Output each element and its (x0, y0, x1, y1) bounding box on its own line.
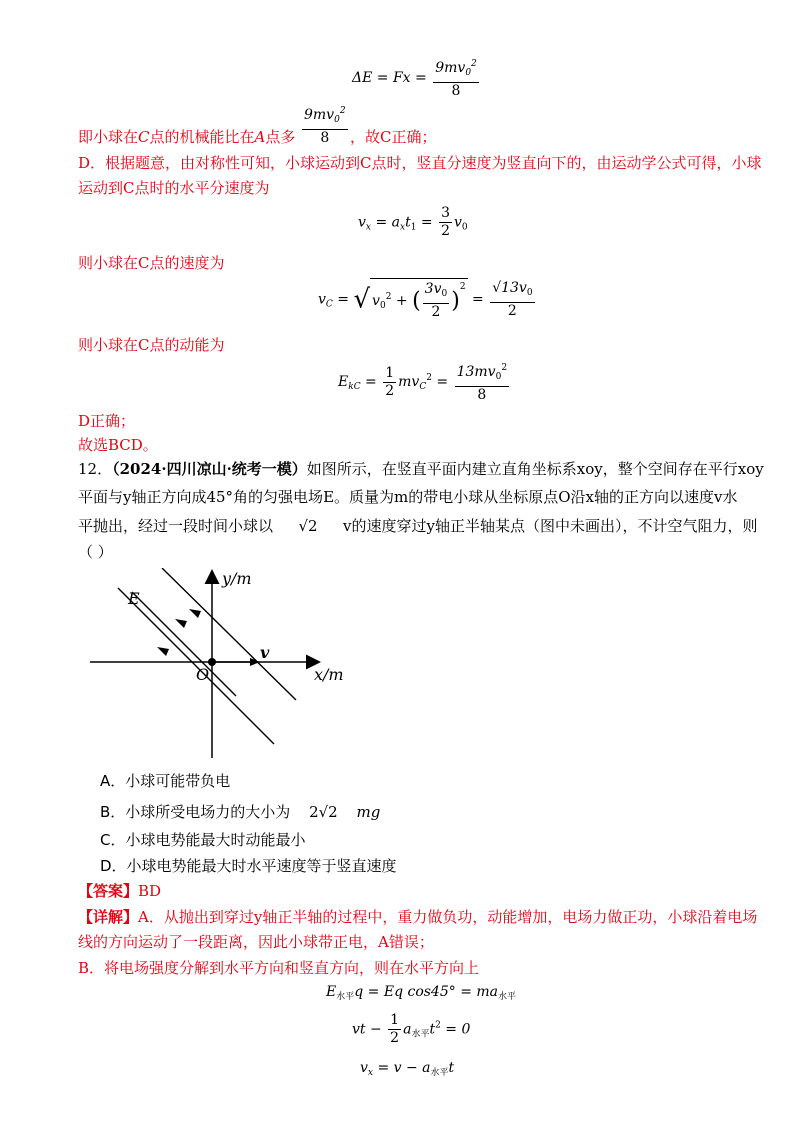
var: mv (398, 374, 420, 390)
answer-line (78, 880, 161, 902)
numerator: 13mv (456, 364, 496, 380)
detail-line-2: 线的方向运动了一段距离，因此小球带正电，A错误； (78, 933, 434, 951)
subscript: x (367, 1068, 373, 1078)
velocity-label: v (260, 643, 270, 662)
subscript: 水平 (430, 1068, 449, 1078)
eq-lhs: ΔE = Fx = (352, 70, 427, 86)
text: 即小球在 (78, 128, 139, 146)
denominator: 8 (477, 387, 487, 403)
subscript: 水平 (498, 992, 517, 1002)
var: t (448, 1060, 455, 1076)
equation-body: q = Eq cos45° = ma (354, 984, 498, 1000)
var: v (454, 214, 462, 231)
subscript: 0 (334, 115, 340, 125)
subscript: kC (348, 382, 361, 392)
field-diagram (80, 568, 360, 764)
equation-vx (358, 205, 468, 240)
inline-fraction (300, 103, 350, 147)
superscript: 2 (435, 1020, 441, 1031)
question-text: v的速度穿过y轴正半轴某点（图中未画出），不计空气阻力，则 (343, 517, 758, 535)
line-c-correct: ，故C正确； (350, 128, 437, 146)
line-choose: 故选BCD。 (78, 436, 158, 454)
var: v (372, 293, 380, 309)
question-text: 如图所示，在竖直平面内建立直角坐标系xoy，整个空间存在平行xoy (306, 460, 764, 478)
equals: = (436, 374, 449, 390)
point-c: C (138, 128, 150, 146)
paren-close: ) (451, 288, 460, 314)
x-axis-label: x/m (314, 665, 344, 684)
var: v (358, 214, 366, 231)
line-d-correct: D正确； (78, 412, 136, 430)
question-12-line-4: （ ） (78, 543, 113, 561)
question-12-line-3 (78, 515, 757, 537)
var: vt − (352, 1021, 382, 1038)
fraction (433, 56, 479, 100)
text: 点的机械能比在 (149, 128, 255, 146)
numerator: 9mv (304, 107, 335, 123)
plus: + (395, 293, 408, 309)
option-b (100, 801, 380, 822)
equation-delta-e (352, 56, 481, 100)
var: t (429, 1021, 436, 1038)
equals: = (420, 214, 433, 231)
question-number: 12． (78, 460, 113, 478)
detail-text: A．从抛出到穿过y轴正半轴的过程中，重力做负功，动能增加，电场力做正功，小球沿着电场 (138, 908, 758, 926)
detail-tag: 【详解】 (78, 908, 139, 926)
superscript: 2 (459, 282, 466, 292)
denominator: 2 (441, 223, 450, 239)
y-axis-label: y/m (222, 569, 252, 588)
option-unit: mg (356, 803, 381, 821)
var: t (405, 214, 411, 231)
numerator: 3v (424, 281, 442, 297)
field-arrow-1 (189, 609, 201, 618)
field-arrow-2 (175, 619, 187, 628)
superscript: 2 (385, 292, 392, 302)
equals: = (337, 291, 349, 308)
option-text: B．小球所受电场力的大小为 (100, 803, 291, 821)
answer-value: BD (138, 882, 162, 900)
denominator: 8 (320, 130, 330, 146)
option-value: 2√2 (309, 803, 338, 821)
answer-tag: 【答案】 (78, 882, 139, 900)
field-arrow-3 (157, 647, 169, 656)
detail-line-1 (78, 906, 757, 928)
subscript: 0 (461, 222, 468, 233)
radical-sign: √ (353, 284, 371, 315)
equation-vc (318, 278, 537, 321)
paren-open: ( (412, 288, 421, 314)
option-d: D．小球电势能最大时水平速度等于竖直速度 (100, 857, 397, 875)
subscript: 0 (465, 68, 472, 78)
var: v (360, 1060, 368, 1076)
numerator: √13v (492, 279, 527, 296)
option-a: A．小球可能带负电 (100, 772, 231, 790)
equals: = (365, 374, 377, 390)
subscript: 1 (410, 222, 417, 233)
subscript: C (419, 382, 427, 392)
origin-label: O (196, 665, 210, 684)
subscript: C (325, 299, 333, 310)
numerator: 1 (385, 364, 395, 381)
subscript: 水平 (336, 992, 355, 1002)
denominator: 2 (431, 304, 441, 320)
subscript: 0 (441, 289, 448, 299)
equals: = (472, 291, 484, 308)
text: 点多 (265, 128, 296, 146)
rhs: = 0 (445, 1021, 471, 1038)
denominator: 2 (390, 1030, 400, 1046)
subscript: 0 (379, 301, 386, 311)
subscript: 0 (526, 287, 533, 298)
question-source: （2024·四川凉山·统考一模） (112, 460, 307, 478)
point-a: A (254, 128, 266, 146)
equation-b3 (360, 1060, 454, 1078)
field-line-5 (140, 592, 210, 662)
subscript: x (399, 222, 406, 233)
var: E (326, 984, 337, 1000)
superscript: 2 (501, 363, 508, 373)
question-12-line-2: 平面与y轴正方向成45°角的匀强电场E。质量为m的带电小球从坐标原点O沿x轴的正方向以速度v水 (78, 488, 738, 506)
subscript: 水平 (411, 1029, 430, 1040)
var: a (403, 1021, 412, 1038)
field-line-1 (132, 592, 236, 696)
line-c-more (78, 126, 295, 148)
denominator: 2 (507, 302, 517, 319)
superscript: 2 (339, 106, 346, 116)
equation-b2 (352, 1012, 470, 1047)
var: = a (375, 214, 400, 231)
numerator: 1 (390, 1012, 400, 1028)
var: v (318, 291, 326, 308)
sqrt-two: √2 (298, 517, 318, 535)
detail-line-3: B．将电场强度分解到水平方向和竖直方向，则在水平方向上 (78, 959, 480, 977)
line-d1: D．根据题意，由对称性可知，小球运动到C点时，竖直分速度为竖直向下的，由运动学公式可得，小球 (78, 154, 762, 172)
numerator: 3 (441, 205, 450, 221)
numerator: 9mv (435, 60, 466, 76)
var: E (338, 374, 349, 390)
line-vc-intro: 则小球在C点的速度为 (78, 254, 225, 272)
line-ek-intro: 则小球在C点的动能为 (78, 336, 225, 354)
line-d2: 运动到C点时的水平分速度为 (78, 179, 270, 197)
rhs: = v − a (377, 1060, 431, 1076)
radicand (370, 278, 468, 321)
ball (208, 658, 216, 666)
denominator: 8 (451, 83, 461, 99)
question-12-line-1 (78, 458, 764, 480)
denominator: 2 (385, 382, 395, 399)
equation-ek (338, 360, 511, 404)
superscript: 2 (471, 59, 477, 69)
equation-b1 (326, 984, 516, 1002)
field-label: E (128, 589, 140, 608)
subscript: x (365, 222, 371, 233)
superscript: 2 (426, 373, 432, 383)
question-text: 平抛出，经过一段时间小球以 (78, 517, 274, 535)
option-c: C．小球电势能最大时动能最小 (100, 831, 306, 849)
subscript: 0 (495, 372, 502, 382)
